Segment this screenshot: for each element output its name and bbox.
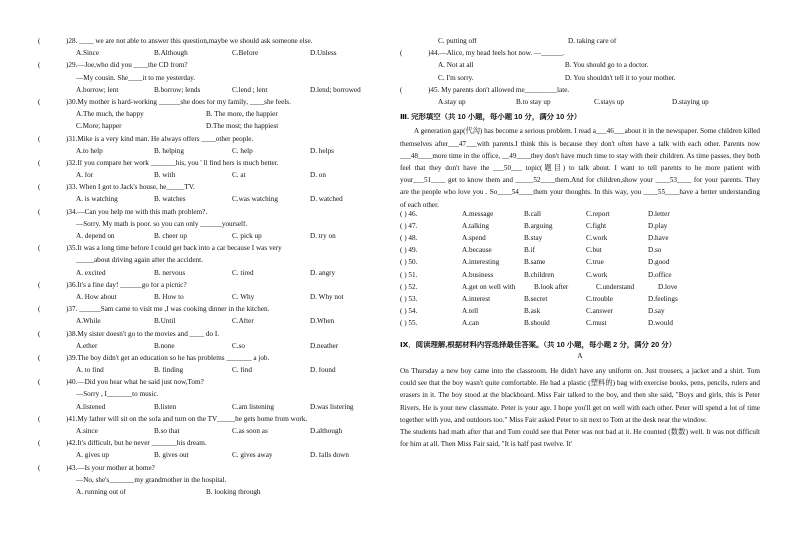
cloze-item-54: ( ) 54. A.tell B.ask C.answer D.say <box>400 307 665 316</box>
cloze-item-47: ( ) 47. A.talking B.arguing C.fight D.play <box>400 221 668 230</box>
question-30-options-b: C.More; happer D.The most; the happiest <box>76 123 279 131</box>
cloze-item-55: ( ) 55. A.can B.should C.must D.would <box>400 319 673 328</box>
question-37: ( )37. ______Sam came to visit me ,I was cooking dinner in the kitchen. <box>38 306 270 314</box>
question-34: ( )34.—Can you help me with this math problem?. <box>38 208 208 216</box>
question-43-options-continued: C. putting off D. taking care of <box>438 38 617 45</box>
question-36: ( )36.It's a fine day! ______go for a picnic? <box>38 281 187 289</box>
question-33: ( )33. When I got to Jack's house, he_____TV. <box>38 184 195 192</box>
question-34-options: A. depend on B. cheer up C. pick up D. try on <box>76 233 336 240</box>
question-39: ( )39.The boy didn't get an education so he has problems _______ a job. <box>38 354 270 362</box>
question-33-options: A. is watching B. watches C.was watching D. watched <box>76 196 343 204</box>
question-43-options: A. running out of B. looking through <box>76 488 261 496</box>
reading-passage-continued: The students had math after that and Tom could see that Peter was not bad at it. He counted (数数) well. It was not difficult for him at all. Then Miss Fair said, "It is half past twelve. It' <box>400 428 760 449</box>
question-40: ( )40.—Did you hear what he said just now,Tom? <box>38 379 204 387</box>
section-9-title: Ⅸ．阅读理解,根据材料内容选择最佳答案。（共 10 小题，每小题 2 分，满分 20 分） <box>400 340 677 349</box>
question-44: ( )44.—Alice, my head feels hot now. —______. <box>400 50 565 58</box>
question-31-options: A.to help B. helping C. help D. helps <box>76 147 334 155</box>
passage-label: A <box>577 352 583 360</box>
question-42: ( )42.It's difficult, but he never _______his dream. <box>38 440 207 448</box>
question-39-options: A. to find B. finding C. find D. found <box>76 367 336 375</box>
question-43-sub: —No, she's_______my grandmother in the hospital. <box>76 476 227 484</box>
question-32: ( )32.If you compare her work _______his, you ' ll find hers is much better. <box>38 159 279 167</box>
question-42-options: A. gives up B. gives out C. gives away D. falls down <box>76 452 349 460</box>
question-29-options: A.borrow; lent B.borrow; lends C.lend ; lent D.lend; borrowed <box>76 86 361 94</box>
question-28-options: A.Since B.Although C.Before D.Unless <box>76 50 337 58</box>
question-35-sub: _____about driving again after the accident. <box>76 257 203 265</box>
question-38-options: A.ether B.none C.so D.neather <box>76 342 339 350</box>
question-29: ( )29.—Joe,who did you ____the CD from? <box>38 62 188 70</box>
question-43: ( )43.—Is your mother at home? <box>38 464 155 472</box>
question-44-options-b: C. I'm sorry. D. You shouldn't tell it to your mother. <box>438 74 676 82</box>
cloze-item-50: ( ) 50. A.interesting B.same C.true D.good <box>400 258 670 267</box>
question-35: ( )35.It was a long time before I could get back into a car because I was very <box>38 245 282 253</box>
reading-passage: On Thursday a new boy came into the classroom. He didn't have any uniform on. Just trousers, a jacket and a shirt. Tom could see that the boy wasn't quite comfortable. He had a plastic (塑料的) bag with exercise books, pens, pencils, rulers and erasers in it. The boy stood at the blackboard. Miss Fair talked to the boy, and then she said, "Boys and girls, this is Peter Rivers. He is your new classmate. Peter is your age. I hope you'll get on well with each other. Peter will spend a lot of time together with you, and outdoors too." Miss Fair asked Peter to sit next to Tom at the desk near the window. <box>400 366 760 424</box>
cloze-item-48: ( ) 48. A.spend B.stay C.work D.have <box>400 234 669 243</box>
question-31: ( )31.Mike is a very kind man. He always offers ____other people. <box>38 135 254 143</box>
question-41: ( )41.My father will sit on the sofa and turn on the TV_____he gets home from work. <box>38 415 308 423</box>
question-32-options: A. for B. with C. at D. on <box>76 172 326 180</box>
cloze-item-53: ( ) 53. A.interest B.secret C.trouble D.feelings <box>400 295 678 304</box>
question-44-options-a: A. Not at all B. You should go to a doctor. <box>438 62 649 70</box>
cloze-options <box>400 211 760 333</box>
question-36-options: A. How about B. How to C. Why D. Why not <box>76 293 344 301</box>
question-30: ( )30.My mother is hard-working ______she does for my family, ____she feels. <box>38 98 291 106</box>
question-28: ( )28. ____ we are not able to answer this question,maybe we should ask someone else. <box>38 38 313 45</box>
section-3-title: Ⅲ. 完形填空（共 10 小题，每小题 10 分，满分 10 分） <box>400 113 582 122</box>
cloze-item-52: ( ) 52. A.get on well with B.look after C.understand D.love <box>400 282 678 291</box>
question-37-options: A.While B.Until C.After D.When <box>76 318 335 326</box>
question-34-sub: —Sorry. My math is poor. so you can only ______yourself. <box>76 220 248 228</box>
question-30-options-a: A.The much, the happy B. The more, the happier <box>76 111 278 119</box>
cloze-passage: A generation gap(代沟) has become a serious problem. I read a___46___about it in the newspaper. Some children killed themselves after___47___with parents.I think this is because they don't often have a talk with each other. Parents now ___48____more time in the office, __49____they don't have much time to stay with their children. As time passes, they both feel that they don't have the ___50___ topic(题目) to talk about. I want to tell parents to be more patient with your___51____ get to know them and _____52____them.And for children,show your ____53____ for your parents. They are the people who love you . So____54____them your thoughts. In this way, you ____55____have a better understanding of each other. <box>400 127 760 209</box>
question-35-options: A. excited B. nervous C. tired D. angry <box>76 269 336 277</box>
left-column <box>38 38 388 501</box>
question-41-options: A.since B.so that C.as soon as D.although <box>76 428 343 435</box>
question-45: ( )45. My parents don't allowed me_________late. <box>400 86 570 94</box>
question-40-sub: —Sorry , I_______to music. <box>76 391 159 399</box>
right-column <box>400 38 760 450</box>
question-40-options: A.listened B.listen C.am listening D.was listering <box>76 403 354 411</box>
question-45-options: A.stay up B.to stay up C.stays up D.staying up <box>438 98 709 106</box>
question-29-sub: —My cousin. She____it to me yesterday. <box>76 74 196 82</box>
cloze-item-51: ( ) 51. A.business B.children C.work D.office <box>400 270 672 279</box>
cloze-item-49: ( ) 49. A.because B.if C.but D.so <box>400 246 662 255</box>
cloze-item-46: ( ) 46. A.message B.call C.report D.letter <box>400 209 670 218</box>
question-38: ( )38.My sister doesn't go to the movies and ____ do I. <box>38 330 220 338</box>
